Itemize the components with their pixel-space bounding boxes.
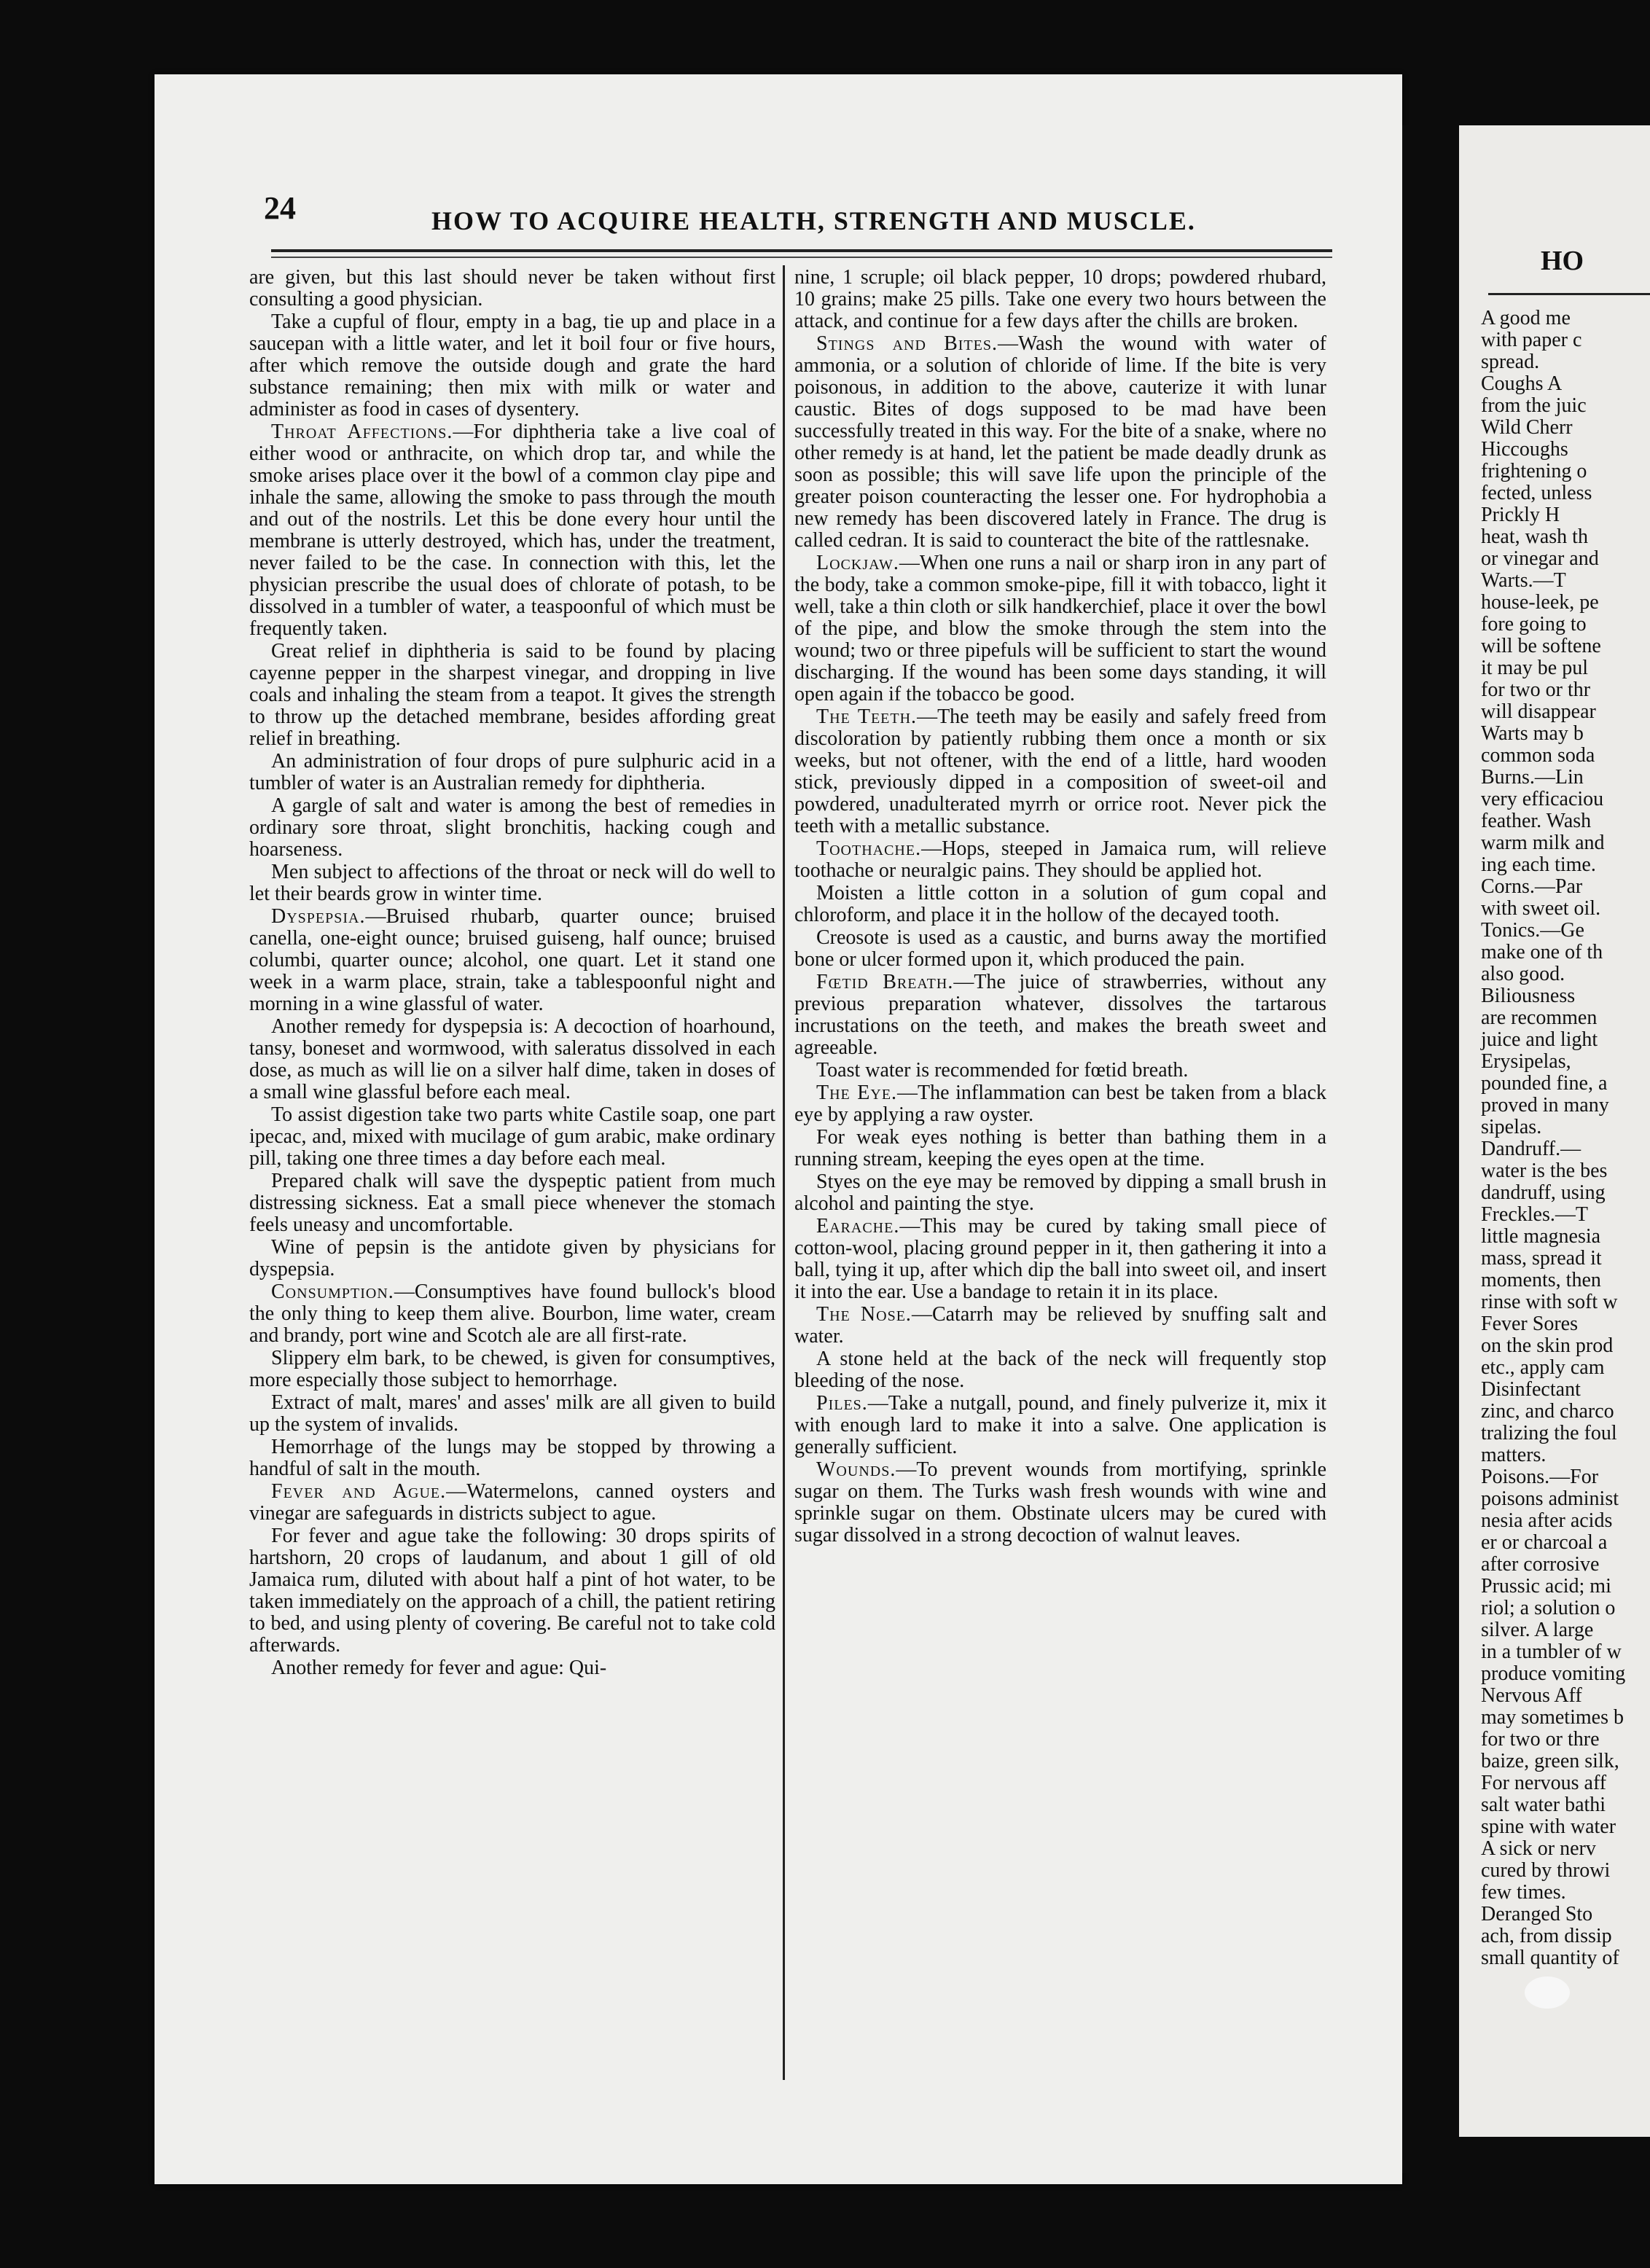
next-page-line: for two or thre	[1481, 1728, 1600, 1751]
paragraph-text: Toast water is recommended for fœtid breath.	[816, 1059, 1189, 1082]
next-page-line: very efficaciou	[1481, 788, 1604, 810]
paragraph	[794, 267, 1326, 332]
header-rule	[271, 249, 1332, 252]
paragraph-text: Styes on the eye may be removed by dipping a small brush in alcohol and painting the stye.	[794, 1170, 1326, 1215]
next-page-header: HO	[1541, 246, 1584, 276]
paragraph	[249, 311, 775, 421]
paragraph-text: Another remedy for dyspepsia is: A decoction of hoarhound, tansy, boneset and wormwood, with saleratus dissolved in each dose, as much as will lie on a silver half dime, taken in doses of a small wine glassful before each meal.	[249, 1015, 775, 1103]
next-page-line: Warts may b	[1481, 722, 1584, 745]
paragraph-text: —Wash the wound with water of ammonia, or a solution of chloride of lime. If the bite is very poisonous, in addition to the above, cauterize it with lunar caustic. Bites of dogs supposed to be mad have been successfully treated in this way. For the bite of a snake, where no other remedy is at hand, let the patient be made deadly drunk as soon as possible; this will save life upon the principle of the greater poison counteracting the lesser one. For hydrophobia a new remedy has been discovered lately in France. The drug is called cedran. It is said to counteract the bite of the rattlesnake.	[794, 332, 1326, 552]
paragraph	[794, 706, 1326, 837]
paragraph	[794, 1171, 1326, 1215]
paragraph	[249, 1481, 775, 1525]
header-rule-thin	[271, 257, 1332, 258]
next-page-line: it may be pul	[1481, 657, 1588, 679]
next-page-line: few times.	[1481, 1881, 1566, 1904]
next-page-line: fore going to	[1481, 613, 1587, 636]
paper-blot	[1525, 1976, 1570, 2009]
next-page-line: juice and light	[1481, 1028, 1598, 1051]
paragraph	[249, 1348, 775, 1391]
paragraph-text: An administration of four drops of pure sulphuric acid in a tumbler of water is an Australian remedy for diphtheria.	[249, 750, 775, 794]
paragraph-text: —The juice of strawberries, without any previous preparation whatever, dissolves the tartarous incrustations on the teeth, and makes the breath sweet and agreeable.	[794, 971, 1327, 1059]
paragraph-text: To assist digestion take two parts white Castile soap, one part ipecac, and, mixed with mucilage of gum arabic, make ordinary pill, taking one three times a day before each meal.	[249, 1103, 775, 1170]
next-page-line: Disinfectant	[1481, 1378, 1581, 1401]
next-page-line: Deranged Sto	[1481, 1903, 1593, 1925]
paragraph	[794, 1393, 1326, 1458]
next-page-line: from the juic	[1481, 394, 1587, 417]
next-page-line: silver. A large	[1481, 1619, 1594, 1641]
paragraph	[249, 421, 775, 640]
next-page-line: little magnesia	[1481, 1225, 1601, 1248]
paragraph	[794, 971, 1326, 1059]
next-page	[1459, 125, 1650, 2137]
section-heading: Throat Affections.	[271, 421, 453, 443]
next-page-line: For nervous aff	[1481, 1772, 1607, 1794]
next-page-line: baize, green silk,	[1481, 1750, 1619, 1772]
paragraph	[249, 1237, 775, 1280]
next-page-line: er or charcoal a	[1481, 1531, 1608, 1554]
paragraph	[249, 906, 775, 1015]
paragraph	[249, 1392, 775, 1436]
left-page	[155, 74, 1402, 2184]
paragraph	[249, 795, 775, 861]
paragraph	[794, 1216, 1326, 1303]
next-page-line: pounded fine, a	[1481, 1072, 1608, 1095]
paragraph-text: A stone held at the back of the neck will frequently stop bleeding of the nose.	[794, 1348, 1326, 1392]
paragraph	[249, 1104, 775, 1170]
paragraph-text: —Catarrh may be relieved by snuffing salt and water.	[794, 1303, 1326, 1348]
next-page-line: house-leek, pe	[1481, 591, 1599, 614]
next-page-line: Biliousness	[1481, 985, 1576, 1007]
next-page-line: Erysipelas,	[1481, 1050, 1571, 1073]
paragraph-text: are given, but this last should never be taken without first consulting a good physician.	[249, 266, 775, 310]
paragraph	[794, 1348, 1326, 1392]
next-page-line: common soda	[1481, 744, 1595, 767]
next-page-line: Freckles.—T	[1481, 1203, 1588, 1226]
paragraph	[249, 1281, 775, 1347]
paragraph	[249, 641, 775, 750]
next-page-line: small quantity of	[1481, 1947, 1619, 1969]
paragraph	[794, 1127, 1326, 1170]
paragraph-text: —Take a nutgall, pound, and finely pulverize it, mix it with enough lard to make it into a salve. One application is generally sufficient.	[794, 1392, 1326, 1458]
column-divider	[783, 265, 785, 2080]
next-page-line: spread.	[1481, 351, 1540, 373]
section-heading: The Nose.	[816, 1303, 912, 1326]
paragraph-text: Hemorrhage of the lungs may be stopped by throwing a handful of salt in the mouth.	[249, 1436, 775, 1480]
section-heading: Lockjaw.	[816, 552, 899, 574]
paragraph-text: Extract of malt, mares' and asses' milk are all given to build up the system of invalids.	[249, 1391, 775, 1436]
next-page-line: cured by throwi	[1481, 1859, 1611, 1882]
paragraph-text: —For diphtheria take a live coal of either wood or anthracite, on which drop tar, and while the smoke arises place over it the bowl of a common clay pipe and inhale the same, allowing the smoke to pass through the mouth and out of the nostrils. Let this be done every hour until the membrane is utterly destroyed, which has, under the treatment, never failed to be the case. In connection with this, let the physician prescribe the usual does of chlorate of potash, to be dissolved in a tumbler of water, a teaspoonful of which must be frequently taken.	[249, 421, 776, 640]
paragraph-text: Prepared chalk will save the dyspeptic patient from much distressing sickness. Eat a small piece whenever the stomach feels uneasy and uncomfortable.	[249, 1170, 775, 1236]
next-page-line: in a tumbler of w	[1481, 1641, 1622, 1663]
paragraph-text: —The inflammation can best be taken from a black eye by applying a raw oyster.	[794, 1082, 1327, 1126]
paragraph-text: Great relief in diphtheria is said to be found by placing cayenne pepper in the sharpest vinegar, and dropping in live coals and inhaling the steam from a teapot. It gives the strength to throw up the detached membrane, besides affording great relief in breathing.	[249, 640, 775, 750]
next-page-line: for two or thr	[1481, 679, 1591, 701]
right-column	[794, 267, 1326, 1547]
paragraph	[794, 838, 1326, 882]
paragraph-text: —When one runs a nail or sharp iron in any part of the body, take a common smoke-pipe, fill it with tobacco, light it well, take a thin cloth or silk handkerchief, place it over the bowl of the pipe, and blow the smoke through the stem into the wound; two or three pipefuls will be sufficient to start the wound discharging. If the wound has been some days standing, it will open again if the tobacco be good.	[794, 552, 1326, 705]
section-heading: Wounds.	[816, 1458, 896, 1481]
next-page-line: Prussic acid; mi	[1481, 1575, 1611, 1598]
paragraph	[794, 1304, 1326, 1348]
next-page-line: poisons administ	[1481, 1487, 1619, 1510]
next-page-line: Burns.—Lin	[1481, 766, 1584, 789]
next-page-line: salt water bathi	[1481, 1794, 1606, 1816]
section-heading: Fœtid Breath.	[816, 971, 954, 993]
section-heading: The Teeth.	[816, 705, 918, 728]
section-heading: Toothache.	[816, 837, 922, 860]
next-page-line: proved in many	[1481, 1094, 1609, 1117]
next-page-line: Tonics.—Ge	[1481, 919, 1584, 942]
next-page-line: also good.	[1481, 963, 1565, 985]
paragraph-text: Moisten a little cotton in a solution of gum copal and chloroform, and place it in the hollow of the decayed tooth.	[794, 882, 1326, 926]
next-page-line: with paper c	[1481, 329, 1582, 351]
paragraph	[249, 1436, 775, 1480]
paragraph	[794, 1082, 1326, 1126]
paragraph-text: Wine of pepsin is the antidote given by physicians for dyspepsia.	[249, 1236, 775, 1280]
paragraph	[794, 552, 1326, 705]
next-page-rule	[1488, 293, 1650, 295]
next-page-line: Coughs A	[1481, 372, 1563, 395]
next-page-line: are recommen	[1481, 1006, 1598, 1029]
next-page-line: tralizing the foul	[1481, 1422, 1617, 1444]
paragraph	[249, 1657, 775, 1679]
paragraph	[249, 1170, 775, 1236]
next-page-column	[1481, 308, 1650, 1969]
next-page-line: sipelas.	[1481, 1116, 1542, 1138]
next-page-line: Fever Sores	[1481, 1313, 1578, 1335]
next-page-line: may sometimes b	[1481, 1706, 1624, 1729]
paragraph	[794, 883, 1326, 926]
next-page-line: produce vomiting	[1481, 1662, 1626, 1685]
section-heading: Consumption.	[271, 1280, 394, 1303]
paragraph-text: —The teeth may be easily and safely freed from discoloration by patiently rubbing them once a month or six weeks, but not oftener, with the end of a little, hard wooden stick, previously dipped in a composition of sweet-oil and powdered, unadulterated myrrh or orrice root. Never pick the teeth with a metallic substance.	[794, 705, 1326, 837]
next-page-line: Warts.—T	[1481, 569, 1566, 592]
next-page-line: with sweet oil.	[1481, 897, 1601, 920]
next-page-line: Wild Cherr	[1481, 416, 1573, 439]
paragraph-text: A gargle of salt and water is among the best of remedies in ordinary sore throat, slight bronchitis, hacking cough and hoarseness.	[249, 794, 775, 861]
next-page-line: A sick or nerv	[1481, 1837, 1596, 1860]
paragraph	[794, 333, 1326, 552]
next-page-line: etc., apply cam	[1481, 1356, 1605, 1379]
next-page-line: will disappear	[1481, 700, 1596, 723]
next-page-line: make one of th	[1481, 941, 1603, 963]
next-page-line: feather. Wash	[1481, 810, 1592, 832]
next-page-line: riol; a solution o	[1481, 1597, 1616, 1619]
next-page-line: Nervous Aff	[1481, 1684, 1582, 1707]
next-page-line: nesia after acids	[1481, 1509, 1613, 1532]
paragraph	[249, 267, 775, 310]
paragraph	[249, 1525, 775, 1657]
paragraph-text: Slippery elm bark, to be chewed, is given for consumptives, more especially those subject to hemorrhage.	[249, 1347, 775, 1391]
next-page-line: rinse with soft w	[1481, 1291, 1618, 1313]
paragraph-text: —To prevent wounds from mortifying, sprinkle sugar on them. The Turks wash fresh wounds with wine and sprinkle sugar on them. Obstinate ulcers may be cured with sugar dissolved in a strong decoction of walnut leaves.	[794, 1458, 1326, 1546]
next-page-line: fected, unless	[1481, 482, 1592, 504]
next-page-line: spine with water	[1481, 1815, 1616, 1838]
next-page-line: Prickly H	[1481, 504, 1560, 526]
paragraph	[249, 1016, 775, 1103]
section-heading: Piles.	[816, 1392, 868, 1415]
paragraph-text: For fever and ague take the following: 30 drops spirits of hartshorn, 20 crops of laudanum, and about 1 gill of old Jamaica rum, diluted with about half a pint of hot water, to be taken immediately on the approach of a chill, the patient retiring to bed, and using plenty of covering. Be careful not to take cold afterwards.	[249, 1525, 775, 1657]
paragraph-text: —Watermelons, canned oysters and vinegar are safeguards in districts subject to ague.	[249, 1480, 776, 1525]
section-heading: Dyspepsia.	[271, 905, 366, 928]
next-page-line: Corns.—Par	[1481, 875, 1583, 898]
next-page-line: warm milk and	[1481, 832, 1605, 854]
next-page-line: will be softene	[1481, 635, 1601, 657]
paragraph	[794, 1060, 1326, 1082]
next-page-line: frightening o	[1481, 460, 1587, 482]
section-heading: The Eye.	[816, 1082, 898, 1104]
next-page-line: A good me	[1481, 307, 1571, 329]
next-page-line: Poisons.—For	[1481, 1466, 1599, 1488]
next-page-line: dandruff, using	[1481, 1181, 1606, 1204]
next-page-line: on the skin prod	[1481, 1334, 1614, 1357]
next-page-line: moments, then	[1481, 1269, 1601, 1291]
next-page-line: zinc, and charco	[1481, 1400, 1614, 1423]
paragraph-text: Creosote is used as a caustic, and burns away the mortified bone or ulcer formed upon it, which produced the pain.	[794, 926, 1326, 971]
paragraph-text: —Bruised rhubarb, quarter ounce; bruised canella, one-eight ounce; bruised guiseng, half ounce; bruised columbi, quarter ounce; alcohol, one quart. Let it stand one week in a warm place, strain, take a tablespoonful night and morning in a wine glassful of water.	[249, 905, 775, 1015]
next-page-line: ing each time.	[1481, 853, 1596, 876]
running-head: HOW TO ACQUIRE HEALTH, STRENGTH AND MUSCLE.	[431, 206, 1196, 235]
next-page-line: Hiccoughs	[1481, 438, 1568, 461]
paragraph-text: —This may be cured by taking small piece of cotton-wool, placing ground pepper in it, then gathering it into a ball, tying it up, after which dip the ball into sweet oil, and insert it into the ear. Use a bandage to retain it in its place.	[794, 1215, 1326, 1303]
next-page-line: heat, wash th	[1481, 525, 1588, 548]
paragraph	[794, 927, 1326, 971]
next-page-line: ach, from dissip	[1481, 1925, 1612, 1947]
paragraph-text: —Hops, steeped in Jamaica rum, will relieve toothache or neuralgic pains. They should be applied hot.	[794, 837, 1326, 882]
paragraph-text: Take a cupful of flour, empty in a bag, tie up and place in a saucepan with a little water, and let it boil four or five hours, after which remove the outside dough and grate the hard substance remaining; then mix with milk or water and administer as food in cases of dysentery.	[249, 310, 775, 421]
paragraph	[249, 751, 775, 794]
next-page-line: after corrosive	[1481, 1553, 1600, 1576]
section-heading: Fever and Ague.	[271, 1480, 447, 1503]
next-page-line: mass, spread it	[1481, 1247, 1602, 1270]
paragraph-text: nine, 1 scruple; oil black pepper, 10 drops; powdered rhubard, 10 grains; make 25 pills. Take one every two hours between the attack, and continue for a few days after the chills are broken.	[794, 266, 1326, 332]
paragraph	[249, 861, 775, 905]
paragraph-text: Another remedy for fever and ague: Qui-	[271, 1657, 607, 1679]
next-page-line: Dandruff.—	[1481, 1138, 1581, 1160]
paragraph	[794, 1459, 1326, 1546]
page-number: 24	[264, 190, 296, 226]
paragraph-text: Men subject to affections of the throat or neck will do well to let their beards grow in winter time.	[249, 861, 775, 905]
paragraph-text: For weak eyes nothing is better than bathing them in a running stream, keeping the eyes open at the time.	[794, 1126, 1326, 1170]
section-heading: Earache.	[816, 1215, 900, 1237]
next-page-line: matters.	[1481, 1444, 1547, 1466]
paragraph-text: —Consumptives have found bullock's blood the only thing to keep them alive. Bourbon, lime water, cream and brandy, port wine and Scotch ale are all first-rate.	[249, 1280, 775, 1347]
section-heading: Stings and Bites.	[816, 332, 998, 355]
left-column	[249, 267, 775, 1680]
next-page-line: or vinegar and	[1481, 547, 1599, 570]
next-page-line: water is the bes	[1481, 1160, 1608, 1182]
